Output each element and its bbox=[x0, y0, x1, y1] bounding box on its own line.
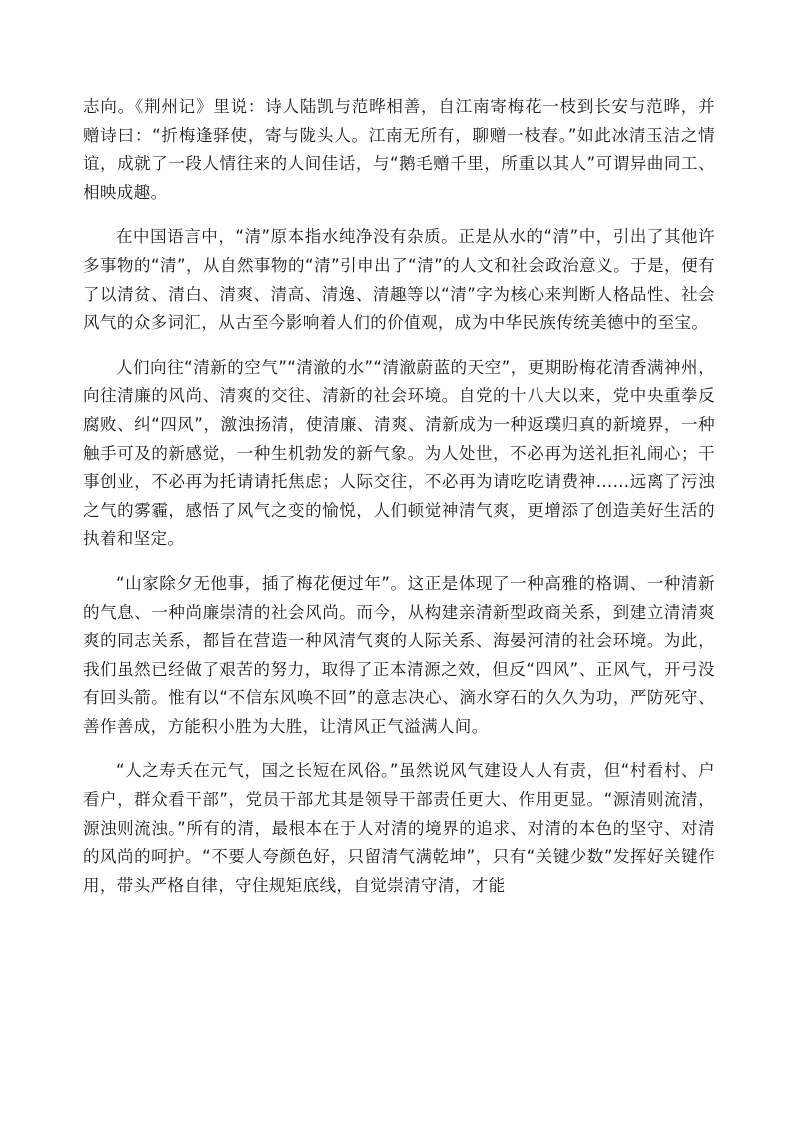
paragraph-qing-meaning: 在中国语言中，“清”原本指水纯净没有杂质。正是从水的“清”中，引出了其他许多事物的“清”，从自然事物的“清”引申出了“清”的人文和社会政治意义。于是，便有了以清贫、清白、清爽、清高、清逸、清趣等以“清”字为核心来判断人格品性、社会风气的众多词汇，从古至今影响着人们的价值观，成为中华民族传统美德中的至宝。 bbox=[83, 227, 715, 333]
paragraph-continuation: 志向。《荆州记》里说：诗人陆凯与范晔相善，自江南寄梅花一枝到长安与范晔，并赠诗曰：“折梅逢驿使，寄与陇头人。江南无所有，聊赠一枝春。”如此冰清玉洁之情谊，成就了一段人情往来的人间佳话，与“鹅毛赠千里，所重以其人”可谓异曲同工、相映成趣。 bbox=[83, 97, 715, 202]
paragraph-plum-new-year: “山家除夕无他事，插了梅花便过年”。这正是体现了一种高雅的格调、一种清新的气息、一种尚廉崇清的社会风尚。而今，从构建亲清新型政商关系，到建立清清爽爽的同志关系，都旨在营造一种风清气爽的人际关系、海晏河清的社会环境。为此，我们虽然已经做了艰苦的努力，取得了正本清源之效，但反“四风”、正风气，开弓没有回头箭。惟有以“不信东风唤不回”的意志决心、滴水穿石的久久为功，严防死守、善作善成，方能积小胜为大胜，让清风正气溢满人间。 bbox=[83, 573, 715, 736]
document-body bbox=[83, 93, 715, 900]
paragraph-cadres-responsibility: “人之寿夭在元气，国之长短在风俗。”虽然说风气建设人人有责，但“村看村、户看户，群众看干部”，党员干部尤其是领导干部责任更大、作用更显。“源清则流清，源浊则流浊。”所有的清，最根本在于人对清的境界的追求、对清的本色的坚守、对清的风尚的呵护。“不要人夸颜色好，只留清气满乾坤”，只有“关键少数”发挥好关键作用，带头严格自律，守住规矩底线，自觉崇清守清，才能 bbox=[83, 761, 715, 895]
paragraph-aspiration: 人们向往“清新的空气”“清澈的水”“清澈蔚蓝的天空”，更期盼梅花清香满神州，向往清廉的风尚、清爽的交往、清新的社会环境。自党的十八大以来，党中央重拳反腐败、纠“四风”，激浊扬清，使清廉、清爽、清新成为一种返璞归真的新境界，一种触手可及的新感觉，一种生机勃发的新气象。为人处世，不必再为送礼拒礼闹心；干事创业，不必再为托请请托焦虑；人际交往，不必再为请吃吃请费神……远离了污浊之气的雾霾，感悟了风气之变的愉悦，人们顿觉神清气爽，更增添了创造美好生活的执着和坚定。 bbox=[83, 357, 715, 549]
